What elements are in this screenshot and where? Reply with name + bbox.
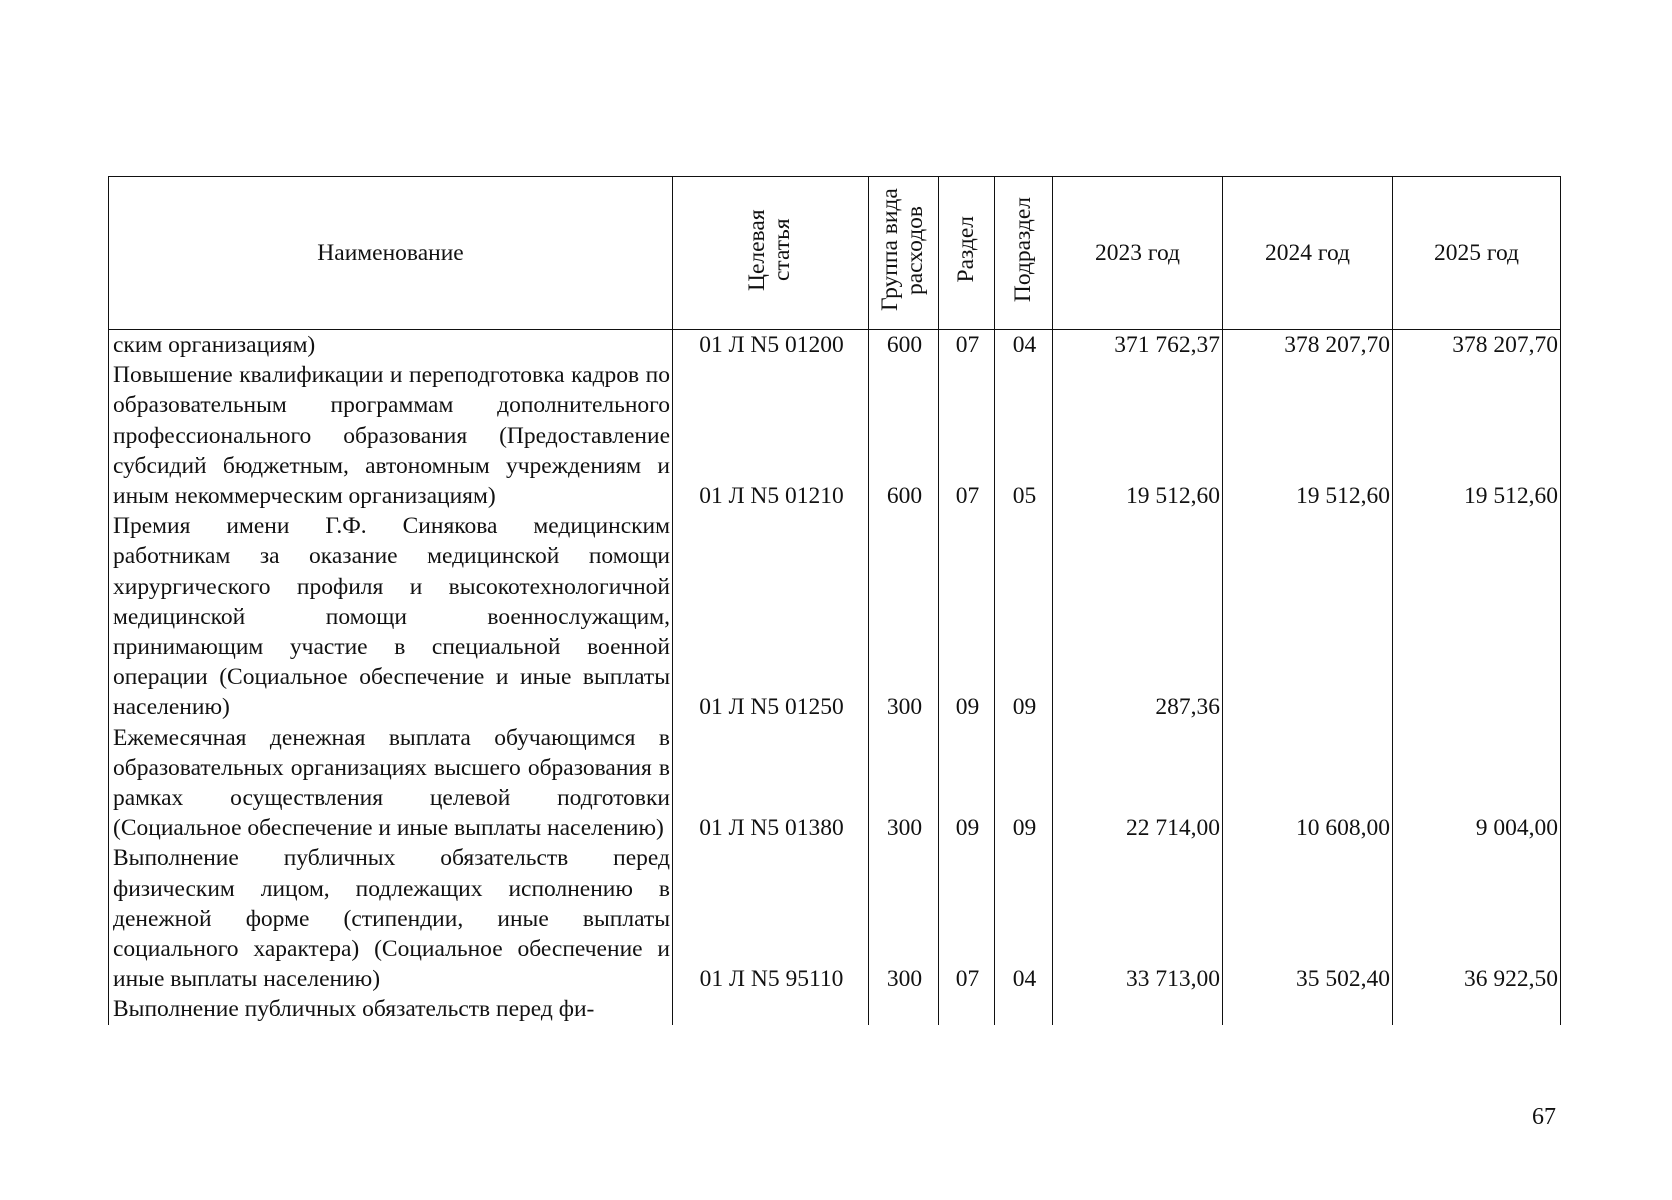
row-amount-2023: 371 762,37 — [1053, 330, 1223, 361]
row-amount-2024: 378 207,70 — [1223, 330, 1393, 361]
table-row — [109, 360, 1561, 511]
header-expense-group-label: Группа вида расходов — [876, 188, 928, 311]
row-name: Премия имени Г.Ф. Синякова медицинским работникам за оказание медицинской помощи хирургического профиля и высокотехнологичной медицинской помощи военнослужащим, принимающим участие в специальной военной операции (Социальное обеспечение и иные выплаты населению) — [109, 511, 673, 722]
row-expense-group: 300 — [869, 511, 939, 722]
row-name: Повышение квалификации и переподготовка кадров по образовательным программам дополнительного профессионального образования (Предоставление субсидий бюджетным, автономным учреждениям и иным некоммерческим организациям) — [109, 360, 673, 511]
budget-table — [108, 176, 1561, 1025]
row-subsection: 09 — [995, 723, 1053, 844]
header-year-2023-label: 2023 год — [1095, 239, 1180, 266]
row-amount-2024 — [1223, 511, 1393, 722]
row-subsection: 05 — [995, 360, 1053, 511]
row-expense-group: 600 — [869, 360, 939, 511]
header-year-2023 — [1053, 177, 1223, 330]
row-name: ским организациям) — [109, 330, 673, 361]
header-section — [939, 177, 995, 330]
table-row — [109, 843, 1561, 994]
row-amount-2024: 19 512,60 — [1223, 360, 1393, 511]
row-section: 09 — [939, 723, 995, 844]
row-section: 07 — [939, 330, 995, 361]
row-amount-2023: 22 714,00 — [1053, 723, 1223, 844]
header-year-2025 — [1393, 177, 1561, 330]
row-expense-group: 300 — [869, 723, 939, 844]
header-year-2024-label: 2024 год — [1265, 239, 1350, 266]
row-section: 09 — [939, 511, 995, 722]
row-amount-2025: 19 512,60 — [1393, 360, 1561, 511]
row-amount-2023: 19 512,60 — [1053, 360, 1223, 511]
header-name-label: Наименование — [317, 239, 464, 266]
header-year-2024 — [1223, 177, 1393, 330]
table-row — [109, 511, 1561, 722]
row-amount-2025 — [1393, 994, 1561, 1024]
row-amount-2025: 36 922,50 — [1393, 843, 1561, 994]
row-amount-2024: 35 502,40 — [1223, 843, 1393, 994]
row-amount-2024 — [1223, 994, 1393, 1024]
row-name: Ежемесячная денежная выплата обучающимся в образовательных организациях высшего образования в рамках осуществления целевой подготовки (Социальное обеспечение и иные выплаты населению) — [109, 723, 673, 844]
row-section — [939, 994, 995, 1024]
row-amount-2023: 287,36 — [1053, 511, 1223, 722]
row-expense-group — [869, 994, 939, 1024]
row-subsection: 04 — [995, 843, 1053, 994]
row-amount-2024: 10 608,00 — [1223, 723, 1393, 844]
header-name — [109, 177, 673, 330]
row-amount-2025: 9 004,00 — [1393, 723, 1561, 844]
row-amount-2023: 33 713,00 — [1053, 843, 1223, 994]
row-subsection — [995, 994, 1053, 1024]
row-subsection: 09 — [995, 511, 1053, 722]
row-target-article: 01 Л N5 01200 — [673, 330, 869, 361]
row-target-article: 01 Л N5 95110 — [673, 843, 869, 994]
table-row — [109, 330, 1561, 361]
row-target-article: 01 Л N5 01250 — [673, 511, 869, 722]
row-section: 07 — [939, 843, 995, 994]
row-expense-group: 300 — [869, 843, 939, 994]
row-amount-2025: 378 207,70 — [1393, 330, 1561, 361]
row-expense-group: 600 — [869, 330, 939, 361]
header-target-article — [673, 177, 869, 330]
row-target-article — [673, 994, 869, 1024]
row-name: Выполнение публичных обязательств перед физическим лицом, подлежащих исполнению в денежной форме (стипендии, иные выплаты социального характера) (Социальное обеспечение и иные выплаты населению) — [109, 843, 673, 994]
page-number: 67 — [1532, 1104, 1556, 1130]
table-row — [109, 723, 1561, 844]
header-section-label: Раздел — [953, 216, 979, 283]
table-row — [109, 994, 1561, 1024]
row-amount-2023 — [1053, 994, 1223, 1024]
row-name: Выполнение публичных обязательств перед фи- — [109, 994, 673, 1024]
row-section: 07 — [939, 360, 995, 511]
row-target-article: 01 Л N5 01380 — [673, 723, 869, 844]
header-expense-group — [869, 177, 939, 330]
row-subsection: 04 — [995, 330, 1053, 361]
row-amount-2025 — [1393, 511, 1561, 722]
row-target-article: 01 Л N5 01210 — [673, 360, 869, 511]
header-year-2025-label: 2025 год — [1434, 239, 1519, 266]
header-subsection-label: Подраздел — [1010, 196, 1036, 303]
header-subsection — [995, 177, 1053, 330]
header-target-article-label: Целевая статья — [743, 208, 795, 291]
table-header-row — [109, 177, 1561, 330]
